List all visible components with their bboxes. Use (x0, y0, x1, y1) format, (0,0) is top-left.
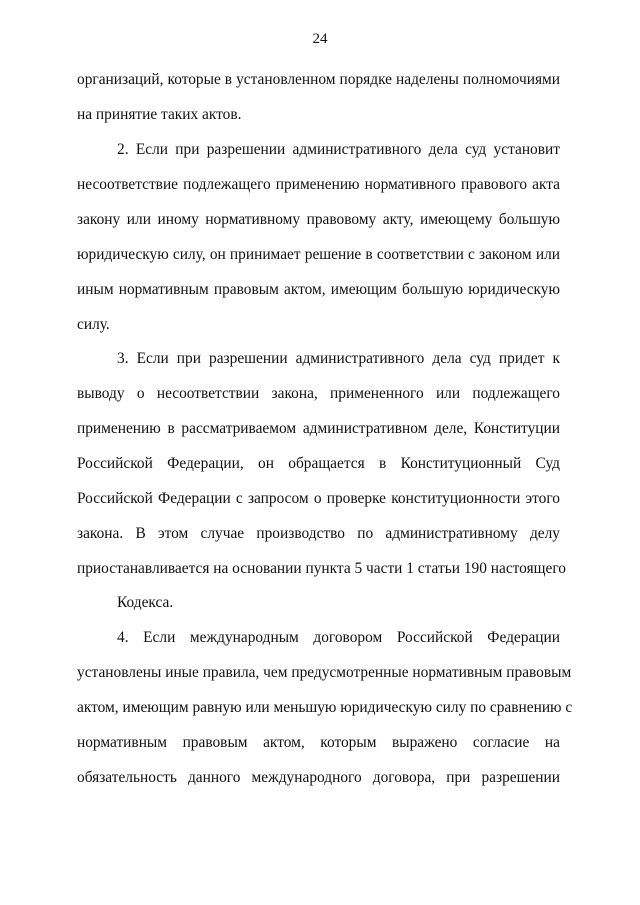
text-line: 3. Если при разрешении административного дела суд придет к (117, 350, 560, 367)
text-line: установлены иные правила, чем предусмотренные нормативным правовым (77, 664, 572, 681)
text-line: иным нормативным правовым актом, имеющим большую юридическую (77, 281, 560, 298)
text-line: несоответствие подлежащего применению нормативного правового акта (77, 176, 560, 193)
text-line: применению в рассматриваемом административном деле, Конституции (77, 420, 560, 437)
text-line: 2. Если при разрешении административного дела суд установит (117, 141, 560, 158)
text-line: силу. (77, 316, 110, 333)
text-line: на принятие таких актов. (77, 106, 242, 123)
page-number: 24 (312, 31, 328, 47)
text-line: юридическую силу, он принимает решение в соответствии с законом или (77, 246, 560, 263)
text-line: закона. В этом случае производство по административному делу (77, 525, 560, 542)
text-line: обязательность данного международного договора, при разрешении (77, 769, 560, 786)
text-line: закону или иному нормативному правовому акту, имеющему большую (77, 211, 560, 228)
text-line: Кодекса. (117, 594, 174, 611)
text-line: нормативным правовым актом, которым выражено согласие на (77, 734, 560, 751)
text-line: Российской Федерации, он обращается в Конституционный Суд (77, 455, 560, 472)
text-line: актом, имеющим равную или меньшую юридическую силу по сравнению с (77, 699, 573, 716)
text-line: выводу о несоответствии закона, примененного или подлежащего (77, 385, 560, 402)
text-line: организаций, которые в установленном порядке наделены полномочиями (77, 71, 560, 88)
text-line: Российской Федерации с запросом о проверке конституционности этого (77, 490, 560, 507)
text-line: 4. Если международным договором Российской Федерации (117, 629, 560, 646)
text-line: приостанавливается на основании пункта 5 части 1 статьи 190 настоящего (77, 560, 566, 577)
